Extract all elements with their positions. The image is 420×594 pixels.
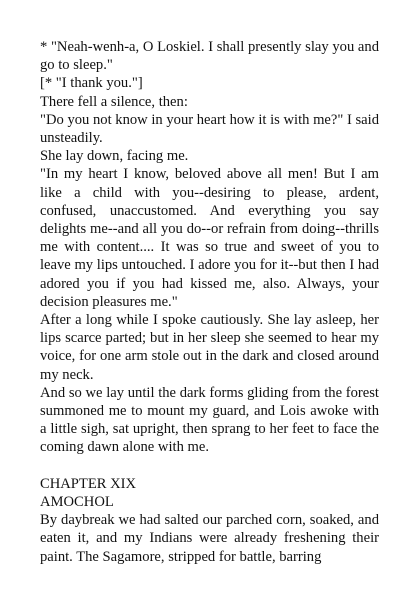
paragraph-lay-down: She lay down, facing me. [40,148,189,165]
paragraph-silence: There fell a silence, then: [40,93,188,110]
chapter-title: AMOCHOL [40,494,114,511]
footnote-translation: * "Neah-wenh-a, O Loskiel. I shall presently slay you and go to sleep." [40,39,379,74]
paragraph-question: "Do you not know in your heart how it is with me?" I said unsteadily. [40,111,380,147]
paragraph-daybreak: By daybreak we had salted our parched corn, soaked, and eaten it, and my Indians were already freshening their paint. The Sagamore, stripped for battle, barring [40,512,379,565]
chapter-number: CHAPTER XIX [40,475,137,492]
section-gap [40,457,379,475]
footnote-thanks: [* "I thank you."] [40,75,143,92]
paragraph-guard: And so we lay until the dark forms gliding from the forest summoned me to mount my guard, and Lois awoke with a little sigh, sat upright, then sprang to her feet to face the coming dawn alone with me. [40,384,379,456]
paragraph-asleep: After a long while I spoke cautiously. She lay asleep, her lips scarce parted; but in her sleep she seemed to hear my voice, for one arm stole out in the dark and closed around my neck. [40,312,379,383]
paragraph-speech: "In my heart I know, beloved above all men! But I am like a child with you--desiring to please, ardent, confused, unaccustomed. And everything you say delights me--and all you do--or refrain from doing--thrills me with content.... It was so true and sweet of you to leave my lips untouched. I adore you for it--but then I had adored you if you had kissed me, also. Always, your decision pleasures me." [40,166,379,310]
book-page [40,38,379,566]
